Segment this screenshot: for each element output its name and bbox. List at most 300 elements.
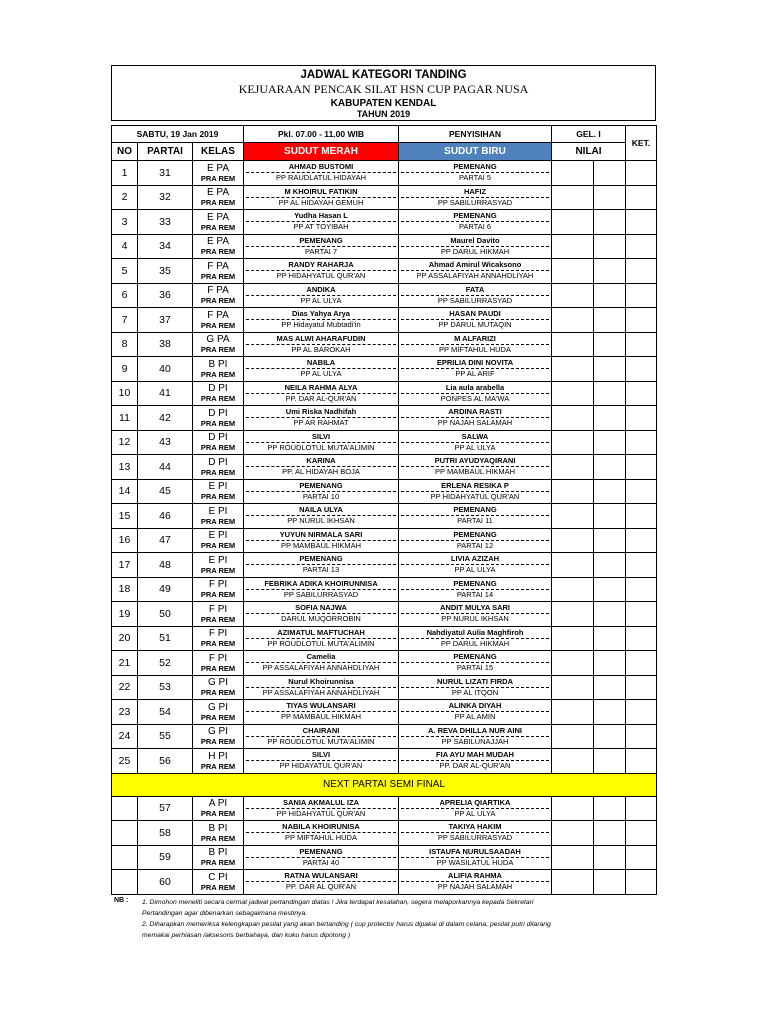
red-club: PP ASSALAFIYAH ANNAHDLIYAH [262,663,380,673]
red-athlete: RANDY RAHARJA [246,260,396,271]
nilai-red-cell[interactable] [552,283,594,308]
nilai-red-cell[interactable] [552,821,594,846]
red-corner [244,845,399,870]
nilai-blue-cell[interactable] [594,675,626,700]
row-no: 15 [112,504,138,529]
red-athlete: FEBRIKA ADIKA KHOIRUNNISA [246,579,396,590]
nilai-red-cell[interactable] [552,626,594,651]
nilai-red-cell[interactable] [552,602,594,627]
nilai-blue-cell[interactable] [594,406,626,431]
ket-cell[interactable] [626,283,657,308]
ket-cell[interactable] [626,528,657,553]
row-kelas [193,283,244,308]
blue-athlete: PEMENANG [401,162,549,173]
kelas-name: D PI [208,383,228,395]
col-no: NO [112,143,138,161]
nilai-red-cell[interactable] [552,504,594,529]
ket-cell[interactable] [626,455,657,480]
gel: GEL. I [552,126,626,143]
kelas-name: E PI [208,554,228,566]
blue-club: PP HIDAHYATUL QUR'AN [430,491,520,501]
ket-cell[interactable] [626,553,657,578]
ket-cell[interactable] [626,504,657,529]
red-corner [244,430,399,455]
nilai-blue-cell[interactable] [594,381,626,406]
nilai-blue-cell[interactable] [594,845,626,870]
row-kelas [193,675,244,700]
blue-corner [399,577,552,602]
row-partai: 44 [138,455,193,480]
red-corner [244,821,399,846]
ket-cell[interactable] [626,700,657,725]
nilai-blue-cell[interactable] [594,308,626,333]
ket-cell[interactable] [626,675,657,700]
blue-corner [399,602,552,627]
red-corner [244,626,399,651]
blue-athlete: Lia aula arabella [401,383,549,394]
blue-club: PP NAJAH SALAMAH [437,418,513,428]
nilai-blue-cell[interactable] [594,870,626,895]
col-sudut-biru: SUDUT BIRU [399,143,552,161]
blue-athlete: Nahdiyatul Aulia Maghfiroh [401,628,549,639]
row-no: 21 [112,651,138,676]
kelas-name: E PI [208,530,228,542]
nilai-blue-cell[interactable] [594,185,626,210]
nilai-blue-cell[interactable] [594,602,626,627]
row-kelas [193,381,244,406]
blue-athlete: HAFIZ [401,187,549,198]
red-athlete: Umi Riska Nadhifah [246,407,396,418]
nilai-blue-cell[interactable] [594,577,626,602]
blue-club: PP AL ULYA [454,442,496,452]
note-line-2: Pertandingan agar dibenarkan sebagaimana mestinya. [142,910,308,917]
ket-cell[interactable] [626,234,657,259]
nilai-red-cell[interactable] [552,796,594,821]
blue-athlete: PUTRI AYUDYAQIRANI [401,456,549,467]
blue-club: PARTAI 14 [456,589,494,599]
row-partai: 46 [138,504,193,529]
blue-corner [399,234,552,259]
table-row [112,700,657,725]
row-partai: 35 [138,259,193,284]
nilai-blue-cell[interactable] [594,553,626,578]
kelas-sub: PRA REM [200,492,236,502]
row-partai: 32 [138,185,193,210]
red-club: PP AL BAROKAH [291,344,351,354]
ket-cell[interactable] [626,651,657,676]
red-corner [244,528,399,553]
nilai-blue-cell[interactable] [594,283,626,308]
kelas-name: E PA [206,236,230,248]
kelas-sub: PRA REM [200,222,236,232]
nilai-red-cell[interactable] [552,479,594,504]
row-partai: 45 [138,479,193,504]
red-club: PP AL ULYA [300,295,342,305]
nilai-red-cell[interactable] [552,332,594,357]
nilai-blue-cell[interactable] [594,259,626,284]
red-athlete: NABILA [246,358,396,369]
blue-athlete: Ahmad Amirul Wicaksono [401,260,549,271]
nilai-blue-cell[interactable] [594,700,626,725]
blue-athlete: PEMENANG [401,579,549,590]
row-partai: 40 [138,357,193,382]
year: TAHUN 2019 [356,109,411,119]
row-partai: 38 [138,332,193,357]
red-athlete: TIYAS WULANSARI [246,701,396,712]
nilai-red-cell[interactable] [552,210,594,235]
table-row [112,332,657,357]
nilai-red-cell[interactable] [552,430,594,455]
red-athlete: PEMENANG [246,236,396,247]
nilai-blue-cell[interactable] [594,651,626,676]
nilai-blue-cell[interactable] [594,626,626,651]
ket-cell[interactable] [626,381,657,406]
blue-club: PARTAI 11 [457,516,493,526]
nilai-blue-cell[interactable] [594,234,626,259]
kelas-sub: PRA REM [200,394,236,404]
row-partai: 42 [138,406,193,431]
kelas-sub: PRA REM [200,858,236,868]
kelas-sub: PRA REM [200,882,236,892]
blue-corner [399,651,552,676]
kelas-sub: PRA REM [200,614,236,624]
row-partai: 34 [138,234,193,259]
kelas-sub: PRA REM [200,443,236,453]
blue-club: PP. DAR AL-QUR'AN [439,761,511,771]
row-partai: 55 [138,724,193,749]
red-club: PP ROUDLOTUL MUTA'ALIMIN [267,442,375,452]
nilai-blue-cell[interactable] [594,430,626,455]
kelas-sub: PRA REM [200,198,236,208]
row-partai: 60 [138,870,193,895]
table-row [112,259,657,284]
row-no [112,870,138,895]
blue-club: PP SABILUNAJJAH [441,736,509,746]
ket-cell[interactable] [626,308,657,333]
nilai-red-cell[interactable] [552,724,594,749]
kelas-sub: PRA REM [200,761,236,771]
red-athlete: CHAIRANI [246,726,396,737]
red-club: PARTAI 40 [302,857,340,867]
blue-club: PP DARUL HIKMAH [440,246,510,256]
row-partai: 59 [138,845,193,870]
nilai-red-cell[interactable] [552,700,594,725]
red-athlete: SILVI [246,750,396,761]
kelas-sub: PRA REM [200,418,236,428]
table-row [112,528,657,553]
nilai-blue-cell[interactable] [594,332,626,357]
nilai-red-cell[interactable] [552,234,594,259]
nilai-blue-cell[interactable] [594,504,626,529]
blue-athlete: ANDIT MULYA SARI [401,603,549,614]
blue-athlete: FIA AYU MAH MUDAH [401,750,549,761]
table-row [112,308,657,333]
blue-club: PP AL ITQON [451,687,499,697]
red-athlete: SOFIA NAJWA [246,603,396,614]
red-corner [244,332,399,357]
row-kelas [193,845,244,870]
row-no: 12 [112,430,138,455]
kelas-sub: PRA REM [200,467,236,477]
red-corner [244,749,399,774]
ket-cell[interactable] [626,577,657,602]
document-header [111,65,656,121]
table-row [112,651,657,676]
blue-club: PP AL ARIF [455,369,495,379]
red-club: PP ASSALAFIYAH ANNAHDLIYAH [262,687,380,697]
nilai-red-cell[interactable] [552,675,594,700]
blue-club: PARTAI 6 [458,222,492,232]
blue-corner [399,700,552,725]
row-kelas [193,234,244,259]
red-club: PP MIFTAHUL HUDA [285,833,357,843]
blue-corner [399,796,552,821]
row-kelas [193,430,244,455]
red-corner [244,259,399,284]
red-corner [244,479,399,504]
blue-corner [399,161,552,186]
nilai-blue-cell[interactable] [594,724,626,749]
nilai-red-cell[interactable] [552,308,594,333]
notes [114,897,614,941]
table-row [112,357,657,382]
nilai-red-cell[interactable] [552,577,594,602]
ket-cell[interactable] [626,796,657,821]
kelas-name: G PI [207,726,228,738]
ket-cell[interactable] [626,749,657,774]
blue-athlete: HASAN PAUDI [401,309,549,320]
kelas-sub: PRA REM [200,271,236,281]
red-club: PP AR RAHMAT [293,418,349,428]
blue-club: PP DARUL HIKMAH [440,638,510,648]
table-row [112,455,657,480]
red-corner [244,185,399,210]
red-corner [244,161,399,186]
blue-athlete: ALINKA DIYAH [401,701,549,712]
nilai-red-cell[interactable] [552,870,594,895]
nilai-blue-cell[interactable] [594,357,626,382]
kelas-sub: PRA REM [200,737,236,747]
blue-athlete: TAKIYA HAKIM [401,822,549,833]
nilai-blue-cell[interactable] [594,210,626,235]
blue-corner [399,381,552,406]
red-corner [244,283,399,308]
col-nilai: NILAI [552,143,626,161]
blue-club: PP SABILURRASYAD [437,197,513,207]
row-no: 5 [112,259,138,284]
red-club: PP ROUDLOTUL MUTA'ALIMIN [267,638,375,648]
kelas-name: F PI [208,603,228,615]
nilai-red-cell[interactable] [552,528,594,553]
nilai-blue-cell[interactable] [594,455,626,480]
nilai-red-cell[interactable] [552,357,594,382]
red-corner [244,700,399,725]
col-sudut-merah: SUDUT MERAH [244,143,399,161]
row-kelas [193,479,244,504]
blue-club: PP MAMBAUL HIKMAH [434,467,516,477]
kelas-name: D PI [208,432,228,444]
nilai-red-cell[interactable] [552,185,594,210]
ket-header: KET. [626,126,657,161]
row-no: 1 [112,161,138,186]
row-kelas [193,185,244,210]
red-athlete: AHMAD BUSTOMI [246,162,396,173]
row-partai: 58 [138,821,193,846]
nilai-blue-cell[interactable] [594,821,626,846]
blue-corner [399,259,552,284]
nilai-red-cell[interactable] [552,749,594,774]
row-kelas [193,528,244,553]
ket-cell[interactable] [626,821,657,846]
notes-label: NB : [114,897,129,904]
row-kelas [193,870,244,895]
blue-athlete: PEMENANG [401,530,549,541]
blue-athlete: PEMENANG [401,211,549,222]
row-no: 24 [112,724,138,749]
note-line-1: 1. Dimohon meneliti secara cermat jadwal pertandingan diatas ! Jika terdapat kesalahan, segera melaporkannya kepada Sekretari [142,899,534,906]
ket-cell[interactable] [626,845,657,870]
blue-athlete: EPRILIA DINI NOVITA [401,358,549,369]
table-row [112,430,657,455]
table-row [112,724,657,749]
ket-cell[interactable] [626,259,657,284]
row-partai: 54 [138,700,193,725]
nilai-blue-cell[interactable] [594,161,626,186]
ket-cell[interactable] [626,210,657,235]
kelas-sub: PRA REM [200,345,236,355]
row-kelas [193,332,244,357]
table-row [112,577,657,602]
nilai-red-cell[interactable] [552,161,594,186]
row-no: 13 [112,455,138,480]
nilai-red-cell[interactable] [552,553,594,578]
row-no: 8 [112,332,138,357]
table-row [112,553,657,578]
table-row [112,381,657,406]
row-partai: 37 [138,308,193,333]
row-kelas [193,577,244,602]
red-club: PP MAMBAUL HIKMAH [280,712,362,722]
ket-cell[interactable] [626,185,657,210]
kelas-sub: PRA REM [200,320,236,330]
blue-corner [399,479,552,504]
row-partai: 52 [138,651,193,676]
row-no [112,845,138,870]
blue-club: PP AL ULYA [454,565,496,575]
red-athlete: SANIA AKMALUL IZA [246,798,396,809]
blue-corner [399,210,552,235]
nilai-red-cell[interactable] [552,259,594,284]
table-row [112,504,657,529]
ket-cell[interactable] [626,357,657,382]
blue-club: PP SABILURRASYAD [437,833,513,843]
red-club: PP SABILURRASYAD [283,589,359,599]
row-no: 18 [112,577,138,602]
row-kelas [193,357,244,382]
red-corner [244,675,399,700]
red-club: PP AL HIDAYAH GEMUH [278,197,364,207]
red-club: PP. DAR AL-QUR'AN [285,393,357,403]
kelas-sub: PRA REM [200,296,236,306]
kelas-sub: PRA REM [200,639,236,649]
row-no: 25 [112,749,138,774]
row-kelas [193,602,244,627]
blue-corner [399,308,552,333]
kelas-name: E PA [206,162,230,174]
row-kelas [193,724,244,749]
blue-corner [399,749,552,774]
red-club: PP RAUDLATUL HIDAYAH [275,173,367,183]
col-kelas: KELAS [193,143,244,161]
red-corner [244,234,399,259]
red-athlete: NEILA RAHMA ALYA [246,383,396,394]
blue-corner [399,553,552,578]
blue-corner [399,528,552,553]
nilai-red-cell[interactable] [552,406,594,431]
ket-cell[interactable] [626,430,657,455]
row-no: 19 [112,602,138,627]
ket-cell[interactable] [626,161,657,186]
blue-club: PARTAI 15 [456,663,494,673]
nilai-red-cell[interactable] [552,651,594,676]
ket-cell[interactable] [626,724,657,749]
kelas-sub: PRA REM [200,663,236,673]
blue-athlete: A. REVA DHILLA NUR AINI [401,726,549,737]
kelas-name: F PA [207,260,229,272]
kelas-name: G PA [206,334,230,346]
ket-cell[interactable] [626,602,657,627]
row-kelas [193,651,244,676]
nilai-blue-cell[interactable] [594,749,626,774]
row-kelas [193,626,244,651]
row-kelas [193,259,244,284]
red-corner [244,504,399,529]
red-club: PP. AL HIDAYAH BOJA [282,467,360,477]
nilai-red-cell[interactable] [552,455,594,480]
red-club: PARTAI 7 [304,246,338,256]
kelas-name: F PA [207,285,229,297]
kelas-name: E PI [208,481,228,493]
blue-corner [399,724,552,749]
row-partai: 43 [138,430,193,455]
nilai-blue-cell[interactable] [594,796,626,821]
nilai-blue-cell[interactable] [594,528,626,553]
row-no: 16 [112,528,138,553]
nilai-red-cell[interactable] [552,845,594,870]
blue-athlete: M ALFARIZI [401,334,549,345]
row-kelas [193,455,244,480]
row-no [112,796,138,821]
kelas-sub: PRA REM [200,369,236,379]
ket-cell[interactable] [626,406,657,431]
kelas-name: A PI [208,798,228,810]
stage: PENYISIHAN [399,126,552,143]
document-title: JADWAL KATEGORI TANDING [300,69,467,81]
nilai-blue-cell[interactable] [594,479,626,504]
ket-cell[interactable] [626,479,657,504]
blue-corner [399,455,552,480]
ket-cell[interactable] [626,626,657,651]
ket-cell[interactable] [626,870,657,895]
blue-club: PP ASSALAFIYAH ANNAHDLIYAH [416,271,534,281]
red-athlete: YUYUN NIRMALA SARI [246,530,396,541]
row-no: 11 [112,406,138,431]
nilai-red-cell[interactable] [552,381,594,406]
ket-cell[interactable] [626,332,657,357]
blue-corner [399,185,552,210]
row-kelas [193,553,244,578]
blue-corner [399,406,552,431]
